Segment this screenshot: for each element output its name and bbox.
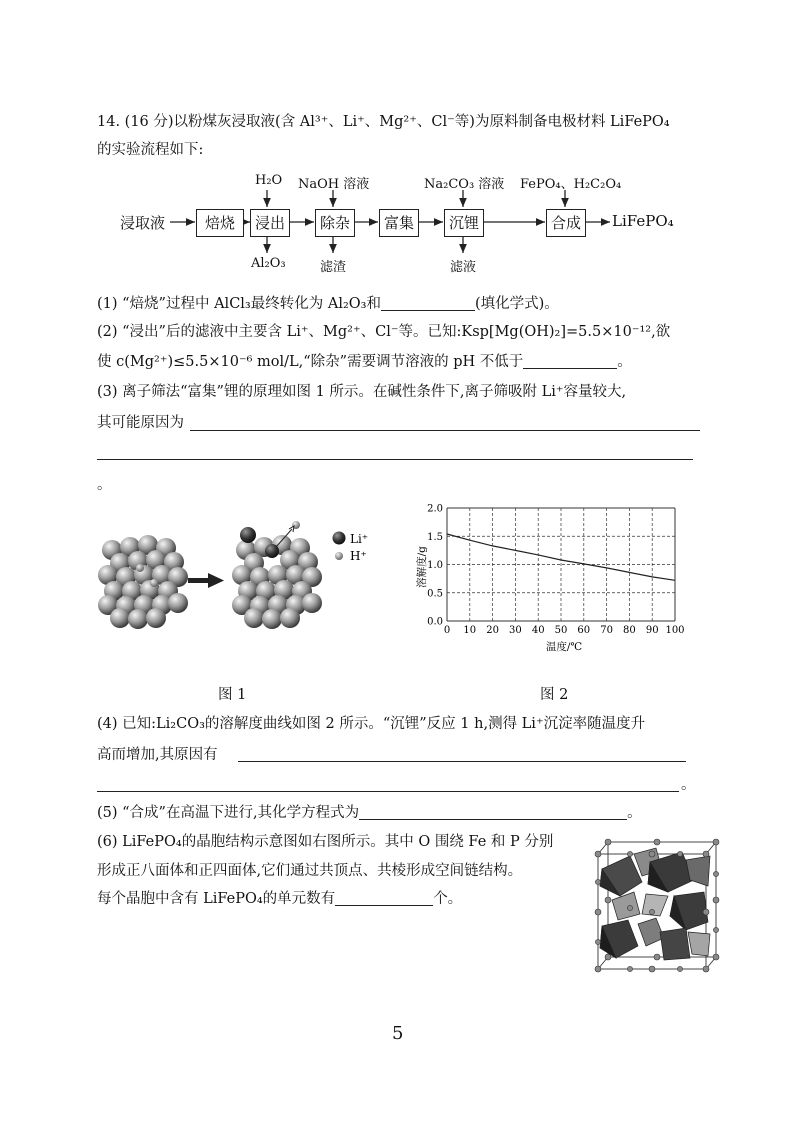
q6-line3-wrap [97, 889, 462, 909]
q2-answer-blank[interactable] [523, 352, 617, 369]
x-tick-label: 100 [665, 625, 685, 636]
x-tick-label: 0 [443, 625, 451, 636]
x-tick-label: 60 [577, 625, 591, 636]
ion-sieve-illustration [90, 505, 390, 645]
q1-answer-blank[interactable] [381, 294, 475, 311]
q5-text: (5) “合成”在高温下进行,其化学方程式为 [97, 805, 360, 821]
crystal-cell-figure [590, 834, 720, 979]
q4-answer-line[interactable] [97, 791, 679, 792]
x-tick-label: 90 [645, 625, 659, 636]
transform-arrow [188, 573, 224, 588]
q2-line2: 使 c(Mg²⁺)≤5.5×10⁻⁶ mol/L,“除杂”需要调节溶液的 pH 不低于 [97, 354, 524, 370]
step-precipitate: 沉锂 [444, 209, 484, 237]
q6-answer-blank[interactable] [335, 889, 433, 906]
lifepo4-unit-cell-illustration [590, 834, 720, 979]
y-tick-labels [427, 504, 443, 628]
x-tick-label: 80 [623, 625, 636, 636]
figure-1-caption: 图 1 [218, 687, 247, 703]
y-tick-label: 0.0 [427, 616, 443, 628]
y-tick-label: 0.5 [427, 588, 443, 600]
sieve-cluster-right [232, 521, 322, 629]
q3-line1: (3) 离子筛法“富集”锂的原理如图 1 所示。在碱性条件下,离子筛吸附 Li⁺容量较大, [97, 384, 627, 400]
figure-2-caption: 图 2 [540, 687, 569, 703]
output-residue: 滤渣 [320, 260, 347, 275]
h-legend-label: H⁺ [350, 549, 367, 563]
q5-tail: 。 [627, 805, 642, 821]
step-leach: 浸出 [250, 209, 290, 237]
step-synthesize: 合成 [546, 209, 586, 237]
y-tick-label: 1.0 [427, 560, 443, 571]
li-legend-marker [333, 532, 346, 545]
q5 [97, 803, 642, 823]
q2-line2-wrap [97, 352, 632, 372]
x-tick-label: 70 [600, 625, 613, 636]
q4-end: 。 [681, 777, 696, 793]
flow-start: 浸取液 [120, 214, 166, 232]
x-tick-label: 30 [509, 625, 522, 636]
figure-2 [405, 498, 695, 658]
process-flow-diagram [0, 0, 800, 290]
input-na2co3: Na₂CO₃ 溶液 [424, 177, 505, 192]
x-tick-label: 50 [554, 625, 568, 636]
flow-arrows [0, 0, 800, 290]
step-purify: 除杂 [315, 209, 355, 237]
y-tick-label: 1.5 [427, 531, 443, 543]
y-tick-label: 2.0 [427, 503, 443, 515]
li-legend-label: Li⁺ [350, 532, 369, 546]
input-water: H₂O [255, 173, 283, 188]
q3-answer-line[interactable] [190, 430, 700, 431]
chart-grid [447, 508, 675, 621]
input-fepo4: FePO₄、H₂C₂O₄ [520, 177, 622, 192]
output-al2o3: Al₂O₃ [251, 256, 286, 271]
q3-end: 。 [97, 477, 112, 493]
question-header-cont: 的实验流程如下: [97, 142, 204, 158]
figure-1 [90, 505, 390, 645]
q1-text: (1) “焙烧”过程中 AlCl₃最终转化为 Al₂O₃和 [97, 296, 381, 312]
q4-answer-line[interactable] [238, 761, 686, 762]
x-tick-label: 40 [531, 625, 545, 636]
q3-line2: 其可能原因为 [97, 415, 184, 431]
y-axis-label: 溶解度/g [416, 546, 428, 588]
x-tick-label: 10 [463, 625, 477, 636]
q4-line2: 高而增加,其原因有 [97, 747, 218, 763]
h-legend-marker [335, 552, 343, 560]
solubility-chart [405, 498, 695, 658]
q1-tail: (填化学式)。 [474, 296, 559, 312]
q6-line2: 形成正八面体和正四面体,它们通过共顶点、共棱形成空间链结构。 [97, 863, 523, 879]
q3-answer-line[interactable] [97, 459, 693, 460]
input-naoh: NaOH 溶液 [298, 177, 370, 192]
question-header: 14. (16 分)以粉煤灰浸取液(含 Al³⁺、Li⁺、Mg²⁺、Cl⁻等)为原料制备电极材料 LiFePO₄ [97, 114, 670, 130]
q2-line1: (2) “浸出”后的滤液中主要含 Li⁺、Mg²⁺、Cl⁻等。已知:Ksp[Mg(OH)₂]=5.5×10⁻¹²,欲 [97, 324, 671, 340]
step-enrich: 富集 [379, 209, 419, 237]
page-number: 5 [392, 1023, 404, 1044]
x-axis-label: 温度/℃ [545, 641, 583, 653]
q6-tail: 个。 [433, 891, 463, 907]
q5-answer-blank[interactable] [359, 803, 627, 820]
x-tick-label: 20 [486, 625, 499, 636]
q4-line1: (4) 已知:Li₂CO₃的溶解度曲线如图 2 所示。“沉锂”反应 1 h,测得 Li⁺沉淀率随温度升 [97, 716, 646, 732]
x-tick-labels [444, 625, 685, 636]
q6-line1: (6) LiFePO₄的晶胞结构示意图如右图所示。其中 O 围绕 Fe 和 P 分别 [97, 834, 554, 850]
q2-tail: 。 [617, 354, 632, 370]
step-roast: 焙烧 [196, 209, 244, 237]
output-filtrate: 滤液 [450, 260, 477, 275]
flow-product: LiFePO₄ [612, 212, 674, 230]
q1 [97, 294, 559, 314]
q6-line3: 每个晶胞中含有 LiFePO₄的单元数有 [97, 891, 336, 907]
sieve-cluster-left [98, 535, 188, 629]
